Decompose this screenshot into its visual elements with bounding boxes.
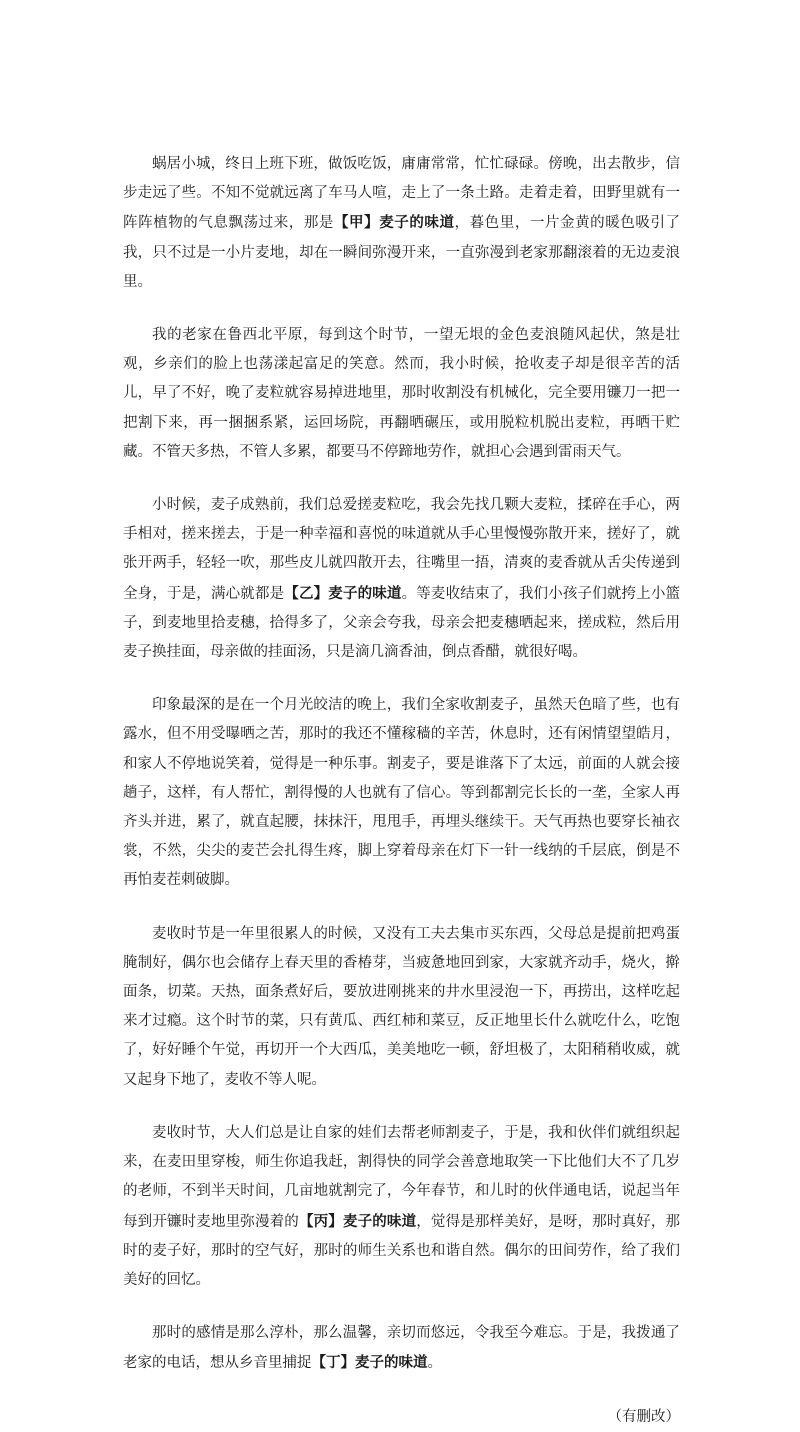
article-body — [123, 150, 680, 1379]
text-segment: 印象最深的是在一个月光皎洁的晚上，我们全家收割麦子，虽然天色暗了些，也有露水，但不用受曝晒之苦，那时的我还不懂稼穑的辛苦，休息时，还有闲情望望皓月，和家人不停地说笑着，觉得是一种乐事。割麦子，要是谁落下了太远，前面的人就会接趟子，这样，有人帮忙，割得慢的人也就有了信心。等到都割完长长的一垄，全家人再齐头并进，累了，就直起腰，抹抹汗，甩甩手，再埋头继续干。天气再热也要穿长袖衣裳，不然，尖尖的麦芒会扎得生疼，脚上穿着母亲在灯下一针一线纳的千层底，倒是不再怕麦茬刺破脚。 — [123, 697, 680, 889]
text-segment: 蜗居小城，终日上班下班，做饭吃饭，庸庸常常，忙忙碌碌。傍晚，出去散步，信步走远了些。不知不觉就远离了车马人喧，走上了一条土路。走着走着，田野里就有一阵阵植物的气息飘荡过来，那是 — [123, 156, 680, 232]
paragraph-7 — [123, 1319, 680, 1378]
bold-phrase: 【丁】麦子的味道 — [311, 1354, 428, 1372]
text-segment: 我的老家在鲁西北平原，每到这个时节，一望无垠的金色麦浪随风起伏，煞是壮观，乡亲们的脸上也荡漾起富足的笑意。然而，我小时候，抢收麦子却是很辛苦的活儿，早了不好，晚了麦粒就容易掉进地里，那时收割没有机械化，完全要用镰刀一把一把割下来，再一捆捆系紧，运回场院，再翻晒碾压，或用脱粒机脱出麦粒，再晒干贮藏。不管天多热，不管人多累，都要马不停蹄地劳作，就担心会遇到雷雨天气。 — [123, 327, 680, 460]
text-segment: 小时候，麦子成熟前，我们总爱搓麦粒吃，我会先找几颗大麦粒，揉碎在手心，两手相对，搓来搓去，于是一种幸福和喜悦的味道就从手心里慢慢弥散开来，搓好了，就张开两手，轻轻一吹，那些皮儿就四散开去，往嘴里一捂，清爽的麦香就从舌尖传递到全身，于是，满心就都是 — [123, 497, 680, 602]
text-segment: ，觉得是那样美好，是呀，那时真好，那时的麦子好，那时的空气好，那时的师生关系也和谐自然。偶尔的田间劳作，给了我们美好的回忆。 — [123, 1213, 681, 1288]
bold-phrase: 【丙】麦子的味道 — [298, 1212, 417, 1230]
paragraph-3 — [123, 491, 680, 667]
bold-phrase: 【甲】麦子的味道 — [333, 214, 455, 232]
paragraph-5 — [123, 920, 680, 1095]
text-segment: ，暮色里，一片金黄的暖色吸引了我，只不过是一小片麦地，却在一瞬间弥漫开来，一直弥漫到老家那翻滚着的无边麦浪里。 — [123, 215, 681, 290]
paragraph-1 — [123, 150, 680, 297]
paragraph-6 — [123, 1119, 680, 1295]
paragraph-4 — [123, 691, 680, 895]
text-segment: 那时的感情是那么淳朴，那么温馨，亲切而悠远，令我至今难忘。于是，我拨通了老家的电话，想从乡音里捕捉 — [123, 1325, 680, 1372]
text-segment: 。等麦收结束了，我们小孩子们就挎上小篮子，到麦地里拾麦穗，拾得多了，父亲会夸我，母亲会把麦穗晒起来，搓成粒，然后用麦子换挂面，母亲做的挂面汤，只是滴几滴香油，倒点香醋，就很好喝。 — [123, 585, 681, 661]
paragraph-2 — [123, 321, 680, 467]
text-segment: 麦收时节，大人们总是让自家的娃们去帮老师割麦子，于是，我和伙伴们就组织起来，在麦田里穿梭，师生你追我赶，割得快的同学会善意地取笑一下比他们大不了几岁的老师，不到半天时间，几亩地就割完了，今年春节，和儿时的伙伴通电话，说起当年每到开镰时麦地里弥漫着的 — [123, 1124, 680, 1230]
bold-phrase: 【乙】麦子的味道 — [284, 584, 402, 602]
text-segment: 麦收时节是一年里很累人的时候，又没有工夫去集市买东西，父母总是提前把鸡蛋腌制好，偶尔也会储存上春天里的香椿芽，当疲惫地回到家，大家就齐动手，烧火，擀面条，切菜。天热，面条煮好后，要放进刚挑来的井水里浸泡一下，再捞出，这样吃起来才过瘾。这个时节的菜，只有黄瓜、西红柿和菜豆，反正地里长什么就吃什么，吃饱了，好好睡个午觉，再切开一个大西瓜，美美地吃一顿，舒坦极了，太阳稍稍收威，就又起身下地了，麦收不等人呢。 — [123, 925, 680, 1088]
text-segment: 。 — [427, 1355, 442, 1372]
revision-note: （有删改） — [607, 1408, 680, 1425]
